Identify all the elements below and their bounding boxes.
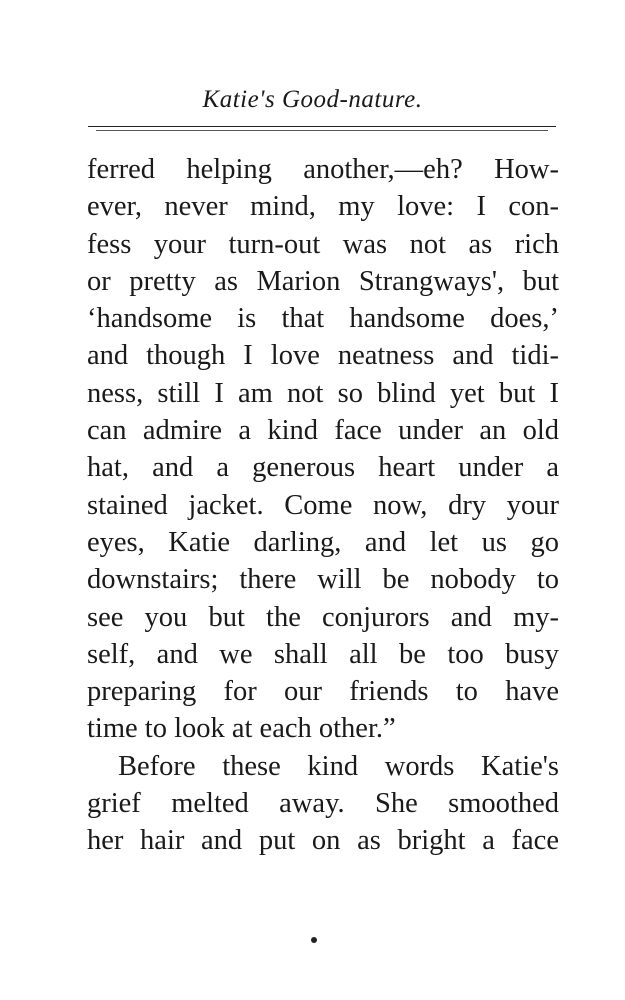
body-text [87, 151, 559, 860]
text-line: ferred helping another,—eh? How- [87, 154, 559, 185]
text-line: grief melted away. She smoothed [87, 788, 559, 820]
text-line: Before these kind words Katie's [118, 750, 559, 782]
page-ornament-dot [311, 937, 317, 943]
text-line: or pretty as Marion Strangways', but [87, 265, 559, 297]
header-rule [88, 126, 556, 127]
text-line: and though I love neatness and tidi- [87, 340, 559, 372]
header-rule-thin [96, 130, 548, 131]
text-line: ever, never mind, my love: I con- [87, 191, 559, 223]
text-line: stained jacket. Come now, dry your [87, 489, 559, 521]
text-line: self, and we shall all be too busy [87, 638, 559, 670]
text-line: fess your turn-out was not as rich [87, 228, 559, 260]
text-line: ness, still I am not so blind yet but I [87, 377, 559, 409]
text-line: can admire a kind face under an old [87, 415, 559, 447]
text-line: her hair and put on as bright a face [87, 825, 559, 857]
text-line: ‘handsome is that handsome does,’ [87, 303, 559, 335]
text-line: downstairs; there will be nobody to [87, 564, 559, 596]
text-line: eyes, Katie darling, and let us go [87, 526, 559, 558]
running-head: Katie's Good-nature. [202, 86, 423, 113]
text-line: see you but the conjurors and my- [87, 601, 559, 633]
text-line: preparing for our friends to have [87, 676, 559, 708]
text-line: hat, and a generous heart under a [87, 452, 559, 484]
text-line: time to look at each other.” [87, 713, 396, 745]
